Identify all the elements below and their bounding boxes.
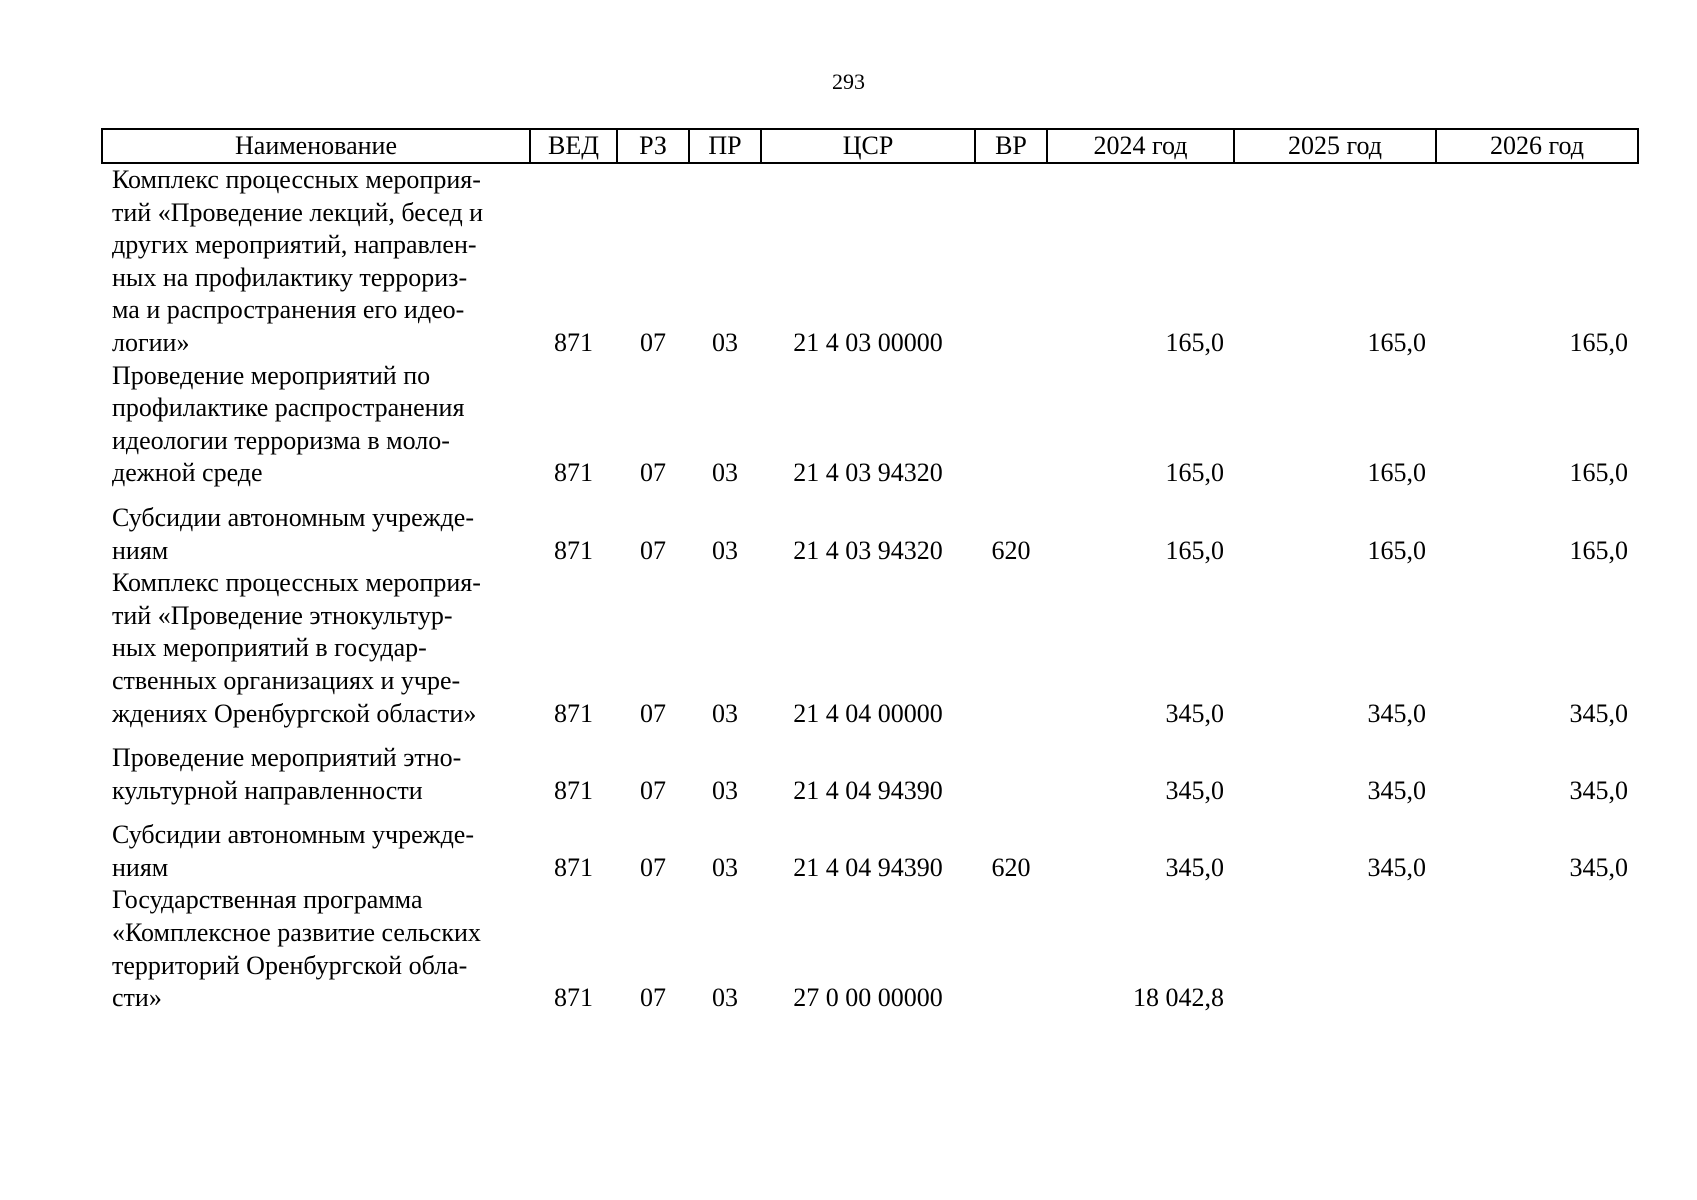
cell-vr: [975, 567, 1047, 730]
cell-ved: 871: [554, 983, 593, 1013]
row-name-line: ниям: [112, 535, 169, 565]
cell-vr: 620: [991, 852, 1031, 882]
cell-csr: 21 4 04 94390: [793, 775, 943, 805]
table-row: [102, 163, 1638, 360]
column-header-name: Наименование: [102, 129, 530, 163]
cell-2026: 345,0: [1569, 852, 1628, 882]
cell-2026: 165,0: [1569, 535, 1628, 565]
row-name-line: ма и распространения его идео-: [112, 295, 465, 325]
cell-ved: 871: [554, 327, 593, 357]
row-name-line: профилактике распространения: [112, 393, 465, 423]
cell-2024: 345,0: [1165, 852, 1224, 882]
row-name: [102, 807, 530, 884]
cell-csr: 21 4 03 00000: [793, 327, 943, 357]
cell-2024: 345,0: [1165, 698, 1224, 728]
cell-rz: 07: [640, 983, 666, 1013]
row-name: [102, 360, 530, 490]
cell-2024: 165,0: [1165, 458, 1224, 488]
cell-2024: 345,0: [1165, 775, 1224, 805]
cell-rz: 07: [640, 458, 666, 488]
row-name-line: других мероприятий, направлен-: [112, 230, 477, 260]
cell-vr: [975, 730, 1047, 807]
cell-ved: 871: [554, 698, 593, 728]
row-name-line: тий «Проведение этнокультур-: [112, 600, 453, 630]
cell-vr: [975, 163, 1047, 360]
table-row: [102, 567, 1638, 730]
row-name: [102, 490, 530, 567]
cell-pr: 03: [712, 983, 738, 1013]
cell-2024: 18 042,8: [1133, 983, 1224, 1013]
cell-vr: 620: [991, 535, 1031, 565]
cell-rz: 07: [640, 535, 666, 565]
row-name-line: тий «Проведение лекций, бесед и: [112, 197, 484, 227]
column-header-2026: 2026 год: [1436, 129, 1638, 163]
cell-csr: 27 0 00 00000: [793, 983, 943, 1013]
row-name: [102, 884, 530, 1014]
cell-rz: 07: [640, 852, 666, 882]
cell-2026: 345,0: [1569, 698, 1628, 728]
cell-2026: 165,0: [1569, 327, 1628, 357]
column-header-vr: ВР: [975, 129, 1047, 163]
row-name-line: Комплекс процессных мероприя-: [112, 568, 481, 598]
cell-ved: 871: [554, 458, 593, 488]
table-row: [102, 360, 1638, 490]
cell-pr: 03: [712, 535, 738, 565]
cell-rz: 07: [640, 698, 666, 728]
cell-2025: [1234, 884, 1436, 1014]
column-header-2024: 2024 год: [1047, 129, 1234, 163]
row-name-line: ных мероприятий в государ-: [112, 633, 427, 663]
table-row: [102, 884, 1638, 1014]
row-name-line: сти»: [112, 983, 162, 1013]
row-name: [102, 567, 530, 730]
table-row: [102, 490, 1638, 567]
cell-csr: 21 4 04 00000: [793, 698, 943, 728]
row-name-line: ных на профилактику террориз-: [112, 262, 468, 292]
row-name-line: «Комплексное развитие сельских: [112, 918, 481, 948]
cell-ved: 871: [554, 852, 593, 882]
cell-pr: 03: [712, 852, 738, 882]
row-name-line: идеологии терроризма в моло-: [112, 425, 450, 455]
cell-ved: 871: [554, 535, 593, 565]
column-header-ved: ВЕД: [530, 129, 617, 163]
cell-2026: 165,0: [1569, 458, 1628, 488]
row-name-line: Проведение мероприятий этно-: [112, 743, 462, 773]
row-name-line: ственных организациях и учре-: [112, 665, 461, 695]
cell-2025: 165,0: [1367, 458, 1426, 488]
table-header-row: [102, 129, 1638, 163]
table-row: [102, 807, 1638, 884]
row-name-line: Субсидии автономным учрежде-: [112, 820, 474, 850]
cell-rz: 07: [640, 775, 666, 805]
row-name-line: Субсидии автономным учрежде-: [112, 502, 474, 532]
cell-rz: 07: [640, 327, 666, 357]
cell-2024: 165,0: [1165, 535, 1224, 565]
cell-pr: 03: [712, 698, 738, 728]
cell-csr: 21 4 04 94390: [793, 852, 943, 882]
row-name: [102, 163, 530, 360]
column-header-rz: РЗ: [617, 129, 689, 163]
column-header-2025: 2025 год: [1234, 129, 1436, 163]
cell-2026: [1436, 884, 1638, 1014]
row-name-line: Государственная программа: [112, 885, 423, 915]
row-name: [102, 730, 530, 807]
budget-table: [101, 128, 1639, 1015]
cell-2025: 165,0: [1367, 327, 1426, 357]
row-name-line: Проведение мероприятий по: [112, 360, 431, 390]
row-name-line: культурной направленности: [112, 775, 423, 805]
cell-2025: 345,0: [1367, 775, 1426, 805]
row-name-line: дежной среде: [112, 458, 263, 488]
page-number: 293: [832, 69, 865, 94]
table-row: [102, 730, 1638, 807]
row-name-line: логии»: [112, 327, 190, 357]
row-name-line: территорий Оренбургской обла-: [112, 950, 468, 980]
cell-2025: 165,0: [1367, 535, 1426, 565]
cell-2024: 165,0: [1165, 327, 1224, 357]
column-header-csr: ЦСР: [761, 129, 975, 163]
cell-2025: 345,0: [1367, 852, 1426, 882]
cell-csr: 21 4 03 94320: [793, 458, 943, 488]
cell-pr: 03: [712, 775, 738, 805]
column-header-pr: ПР: [689, 129, 761, 163]
row-name-line: ждениях Оренбургской области»: [112, 698, 477, 728]
row-name-line: Комплекс процессных мероприя-: [112, 165, 481, 194]
cell-vr: [975, 360, 1047, 490]
cell-pr: 03: [712, 327, 738, 357]
cell-vr: [975, 884, 1047, 1014]
cell-ved: 871: [554, 775, 593, 805]
cell-2026: 345,0: [1569, 775, 1628, 805]
cell-pr: 03: [712, 458, 738, 488]
cell-2025: 345,0: [1367, 698, 1426, 728]
cell-csr: 21 4 03 94320: [793, 535, 943, 565]
row-name-line: ниям: [112, 852, 169, 882]
